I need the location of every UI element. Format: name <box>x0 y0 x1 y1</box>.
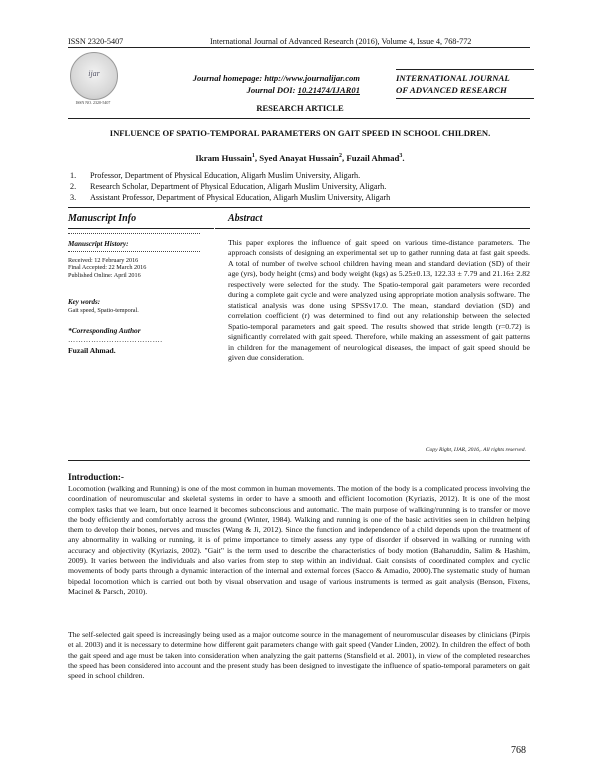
author-2: Syed Anayat Hussain <box>259 153 339 163</box>
introduction-heading: Introduction:- <box>68 472 124 482</box>
logo-issn: ISSN NO. 2320-5407 <box>75 100 111 105</box>
accepted-date: Final Accepted: 22 March 2016 <box>68 264 147 272</box>
corresponding-dots: ………………………………. <box>68 336 163 344</box>
published-date: Published Online: April 2016 <box>68 271 141 279</box>
affiliation-2: 2. Research Scholar, Department of Physical Education, Aligarh Muslim University, Aligarh. <box>70 182 387 192</box>
copyright-notice: Copy Right, IJAR, 2016,. All rights reserved. <box>425 447 526 453</box>
page-number: 768 <box>511 745 526 756</box>
history-dotted-rule <box>68 251 200 252</box>
article-title: INFLUENCE OF SPATIO-TEMPORAL PARAMETERS ON GAIT SPEED IN SCHOOL CHILDREN. <box>109 128 491 138</box>
journal-homepage[interactable]: Journal homepage: http://www.journalijar.com <box>192 73 360 83</box>
intro-paragraph-2: The self-selected gait speed is increasingly being used as a major outcome source in the management of neuromuscular diseases by clinicians (Pirpis et al. 2003) and it is necessary to determine how different gait parameters change with gait speed (Vander Linden, 2002). In children the effect of both the gait speed and age must be taken into consideration when analyzing the gait patterns (Stansfield et al. 2001), in view of the completed researches the speed has been considered into account and the present study has been designed to investigate the influence of spatio-temporal parameters on gait speed in school children. <box>68 630 530 681</box>
section-rule-mid <box>68 228 530 229</box>
journal-name: INTERNATIONAL JOURNAL OF ADVANCED RESEARCH <box>396 73 510 95</box>
keywords-heading: Key words: <box>68 298 101 306</box>
issn-header: ISSN 2320-5407 <box>68 37 124 46</box>
section-rule-top <box>68 207 530 208</box>
column-gap <box>214 228 215 460</box>
manuscript-dotted-rule <box>68 233 200 234</box>
corresponding-author-name: Fuzail Ahmad. <box>68 346 116 355</box>
masthead-rule <box>68 118 530 119</box>
abstract-heading: Abstract <box>228 213 263 224</box>
intro-paragraph-1: Locomotion (walking and Running) is one of the most common in human movements. The motion of the body is a complicated process involving the coordination of neuromuscular and skeletal systems in order to have a smooth and efficient locomotion (Kyriazis, 2012). It is one of the most complex tasks that we learn, but once learned it becomes subconscious and automatic. The main purpose of walking/running is to transfer or move the body efficiently and comfortably across the ground (Winter, 1984). Walking and running is one of the basic activities seen in children helping them to develop their bones, nerves and muscles (Wang & Ji, 2012). Since the function and independence of a child depends upon the treatment of any abnormality in walking or running, it is of prime importance to timely assess any type of disorder if observed in walking or running with accuracy and objectivity (Kyriazis, 2002). "Gait" is the term used to describe the characteristics of body motion (Baharuddin, Salim & Hashim, 2009). It varies between the individuals and also varies from step to step within an individual. Gait consists of coordinated complex and cyclic movements of body parts through a dynamic interaction of the internal and external forces (Sacco & Amadio, 2000).The systematic study of human bipedal locomotion which is carried out both by visual observation and usage of various instruments is termed as gait analysis (Benson, Fixens, Macinel & Parsch, 2010). <box>68 484 530 596</box>
logo-text: ijar <box>88 69 100 78</box>
journal-doi[interactable]: Journal DOI: 10.21474/IJAR01 <box>246 85 360 95</box>
journal-citation: International Journal of Advanced Research (2016), Volume 4, Issue 4, 768-772 <box>210 37 472 46</box>
affiliation-1: 1. Professor, Department of Physical Education, Aligarh Muslim University, Aligarh. <box>70 171 361 180</box>
section-rule-bottom <box>68 460 530 461</box>
author-list: Ikram Hussain$^1$, Syed Anayat Hussain$^2$, Fuzail Ahmad$^3$. <box>195 153 405 163</box>
article-type: RESEARCH ARTICLE <box>256 103 344 113</box>
affiliation-3: 3. Assistant Professor, Department of Physical Education, Aligarh Muslim University, Aligarh <box>70 193 391 203</box>
received-date: Received: 12 February 2016 <box>68 257 139 264</box>
author-3: Fuzail Ahmad <box>346 153 400 163</box>
manuscript-history-heading: Manuscript History: <box>68 240 129 248</box>
journal-name-rule-bottom <box>396 98 534 99</box>
header-rule <box>68 47 530 48</box>
author-1: Ikram Hussain <box>195 153 252 163</box>
keywords: Gait speed, Spatio-temporal. <box>68 307 139 314</box>
abstract-text: This paper explores the influence of gait speed on various time-distance parameters. The approach consists of designing an experimental set up to gather running data at fast gait speeds. A total of number of twelve school children having mean and standard deviation (SD) of their age (yrs), body height (cms) and body weight (kgs) as 5.25±0.13, 122.33 ± 7.79 and 21.16± 2.82 respectively were selected for the study. The Spatio-temporal gait parameters were recorded during a complete gait cycle and were analyzed using appropriate motion analysis software. The statistical analysis was done using SPSSv17.0. The mean, standard deviation (SD) and correlation coefficient (r) was determined to find out any relationship between the selected Spatio-temporal parameters and gait speed. The results showed that stride length (r=0.72) is significantly correlated with gait speed. Therefore, while making an assessment of gait patterns in children for the management of neurological diseases, the impact of gait speed should be given due consideration. <box>228 238 530 362</box>
corresponding-author-heading: *Corresponding Author <box>68 326 141 335</box>
affiliations <box>70 170 390 204</box>
manuscript-info-heading: Manuscript Info <box>68 213 137 224</box>
journal-name-rule-top <box>396 69 534 70</box>
manuscript-dates <box>68 257 146 279</box>
